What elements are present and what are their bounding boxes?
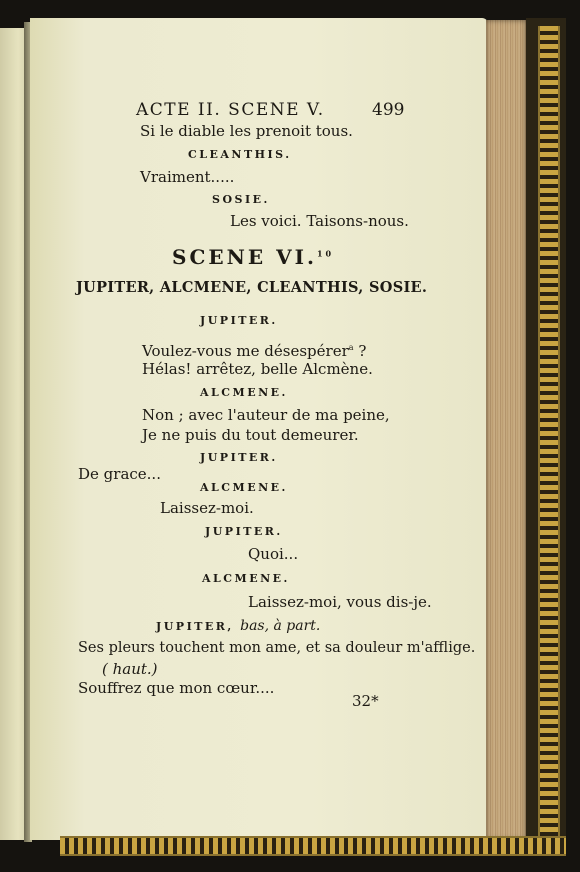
- stage-direction: ( haut.): [102, 660, 158, 678]
- verse-line: Laissez-moi.: [160, 499, 254, 517]
- verse-line: Laissez-moi, vous dis-je.: [248, 593, 432, 611]
- page-block-edges: [486, 20, 526, 840]
- verse-line: Je ne puis du tout demeurer.: [142, 426, 359, 444]
- gilt-border-bottom: [60, 836, 566, 856]
- scene-cast: JUPITER, ALCMENE, CLEANTHIS, SOSIE.: [76, 279, 428, 296]
- verse-line: De grace...: [78, 465, 161, 483]
- verse-line: Voulez-vous me désespérer$^a$ ?: [142, 342, 367, 360]
- speaker-name: JUPITER.: [205, 525, 283, 538]
- verse-line: Hélas! arrêtez, belle Alcmène.: [142, 360, 373, 378]
- verse-line: Vraiment.....: [140, 168, 235, 186]
- verse-line: Si le diable les prenoit tous.: [140, 122, 353, 140]
- verse-line: Souffrez que mon cœur....: [78, 679, 275, 697]
- stage-direction: bas, à part.: [240, 618, 321, 634]
- speaker-name: CLEANTHIS.: [188, 148, 292, 161]
- speaker-name: JUPITER.: [200, 451, 278, 464]
- speaker-name: ALCMENE.: [200, 386, 288, 399]
- running-title: ACTE II. SCENE V.: [136, 100, 325, 120]
- speaker-name: JUPITER.: [200, 314, 278, 327]
- speaker-name: SOSIE.: [212, 193, 270, 206]
- facing-page-edge: [0, 28, 27, 840]
- verse-line: Non ; avec l'auteur de ma peine,: [142, 406, 390, 424]
- verse-line: Les voici. Taisons-nous.: [230, 212, 409, 230]
- footnote-marker: 10: [316, 248, 335, 259]
- verse-line: Quoi...: [248, 545, 299, 563]
- speaker-name: ALCMENE.: [200, 481, 288, 494]
- scene-heading: [172, 245, 334, 269]
- footnote-marker: a: [348, 343, 354, 352]
- speaker-with-direction: JUPITER, bas, à part.: [156, 618, 321, 634]
- signature-mark: 32*: [352, 692, 379, 710]
- speaker-name: ALCMENE.: [202, 572, 290, 585]
- gilt-border-right: [538, 26, 560, 838]
- verse-line: Ses pleurs touchent mon ame, et sa douleur m'afflige.: [78, 640, 476, 656]
- scene-title: SCENE VI.: [172, 245, 317, 269]
- page-number: 499: [372, 100, 405, 120]
